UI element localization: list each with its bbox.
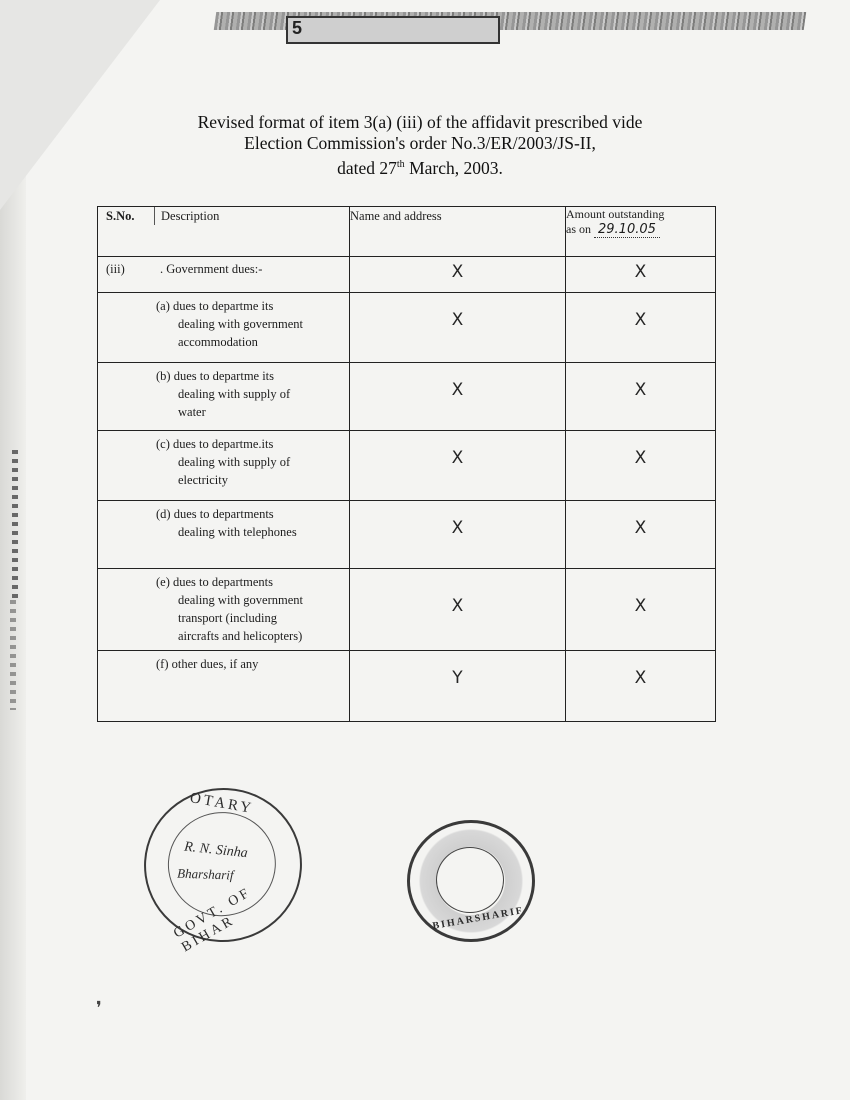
notary-seal — [134, 778, 312, 956]
row-label-line: (c) dues to departme.its — [156, 437, 274, 451]
header-amount — [566, 207, 716, 257]
title-line-2: Election Commission's order No.3/ER/2003/JS-II, — [244, 133, 596, 153]
table-row — [98, 569, 716, 651]
name-mark: X — [451, 448, 464, 468]
header-description: Description — [154, 207, 219, 225]
notary-seal-bottom-text: GOVT. OF BIHAR — [171, 885, 254, 956]
document-title — [120, 112, 720, 179]
title-line-1: Revised format of item 3(a) (iii) of the affidavit prescribed vide — [197, 112, 643, 132]
name-mark: X — [451, 518, 464, 538]
row-label — [98, 505, 349, 541]
amount-mark: X — [634, 262, 647, 282]
title-line-3 — [120, 154, 720, 179]
amount-mark: X — [634, 380, 647, 400]
binding-marks — [12, 450, 18, 600]
title-date-prefix: dated 27 — [337, 157, 397, 178]
amount-cell — [566, 501, 716, 569]
row-label-line: (f) other dues, if any — [156, 657, 259, 671]
section-label: . Government dues:- — [160, 262, 263, 276]
name-mark: X — [451, 310, 464, 330]
section-cell — [98, 257, 350, 293]
row-label-line: dealing with government — [178, 317, 303, 331]
amount-cell — [566, 569, 716, 651]
binding-marks-lower — [10, 600, 16, 710]
description-cell — [98, 501, 350, 569]
description-cell — [98, 363, 350, 431]
header-name-address: Name and address — [350, 207, 566, 257]
name-mark: X — [451, 596, 464, 616]
row-label-line: transport (including — [178, 611, 277, 625]
row-label-line: dealing with government — [178, 593, 303, 607]
row-label-line: electricity — [178, 473, 228, 487]
name-cell — [350, 257, 566, 293]
title-date-sup: th — [396, 159, 405, 170]
table-row — [98, 257, 716, 293]
header-as-on-date: 29.10.05 — [594, 222, 660, 238]
amount-mark: X — [634, 668, 647, 688]
row-label — [98, 297, 349, 351]
description-cell — [98, 293, 350, 363]
amount-mark: X — [634, 310, 647, 330]
table-row — [98, 293, 716, 363]
header-sno-description — [98, 207, 350, 257]
round-seal — [407, 820, 535, 942]
amount-cell — [566, 363, 716, 431]
round-seal-text: BIHARSHARIF — [431, 905, 525, 932]
row-label — [98, 435, 349, 489]
table-row — [98, 431, 716, 501]
notary-seal-place: Bharsharif — [176, 865, 234, 883]
row-label-line: (a) dues to departme its — [156, 299, 274, 313]
row-label — [98, 367, 349, 421]
name-mark: X — [451, 262, 464, 282]
stamp-value: 5 — [292, 18, 303, 38]
row-label-line: (b) dues to departme its — [156, 369, 275, 383]
amount-mark: X — [634, 448, 647, 468]
row-label — [98, 573, 349, 645]
row-label-line: dealing with supply of — [178, 387, 291, 401]
row-label-line: dealing with supply of — [178, 455, 291, 469]
row-label-line: dealing with telephones — [178, 525, 297, 539]
row-label-line: accommodation — [178, 335, 258, 349]
header-amount-label: Amount outstanding — [566, 207, 665, 221]
name-cell — [350, 431, 566, 501]
row-label-line: water — [178, 405, 206, 419]
description-cell — [98, 569, 350, 651]
table-row — [98, 363, 716, 431]
name-cell — [350, 569, 566, 651]
name-cell — [350, 651, 566, 722]
name-mark: Y — [452, 668, 463, 688]
name-mark: X — [451, 380, 464, 400]
amount-cell — [566, 651, 716, 722]
amount-cell — [566, 431, 716, 501]
header-sno: S.No. — [106, 209, 135, 223]
ink-dot: ❜ — [96, 998, 102, 1019]
row-label-line: aircrafts and helicopters) — [178, 629, 303, 643]
notary-seal-top-text: OTARY — [188, 790, 256, 818]
amount-mark: X — [634, 596, 647, 616]
row-label-line: (e) dues to departments — [156, 575, 273, 589]
name-cell — [350, 363, 566, 431]
description-cell — [98, 651, 350, 722]
header-as-on: as on — [566, 222, 591, 236]
notary-seal-name: R. N. Sinha — [183, 839, 249, 862]
table-row — [98, 651, 716, 722]
stamp-paper-value-box — [286, 16, 500, 44]
name-cell — [350, 501, 566, 569]
row-label — [98, 655, 349, 673]
title-date-suffix: March, 2003. — [404, 157, 503, 178]
amount-mark: X — [634, 518, 647, 538]
name-cell — [350, 293, 566, 363]
row-label-line: (d) dues to departments — [156, 507, 274, 521]
round-seal-inner-ring — [436, 847, 504, 913]
amount-cell — [566, 293, 716, 363]
description-cell — [98, 431, 350, 501]
government-dues-table — [97, 206, 716, 722]
amount-cell — [566, 257, 716, 293]
table-header-row — [98, 207, 716, 257]
table-row — [98, 501, 716, 569]
section-number: (iii) — [106, 262, 125, 276]
